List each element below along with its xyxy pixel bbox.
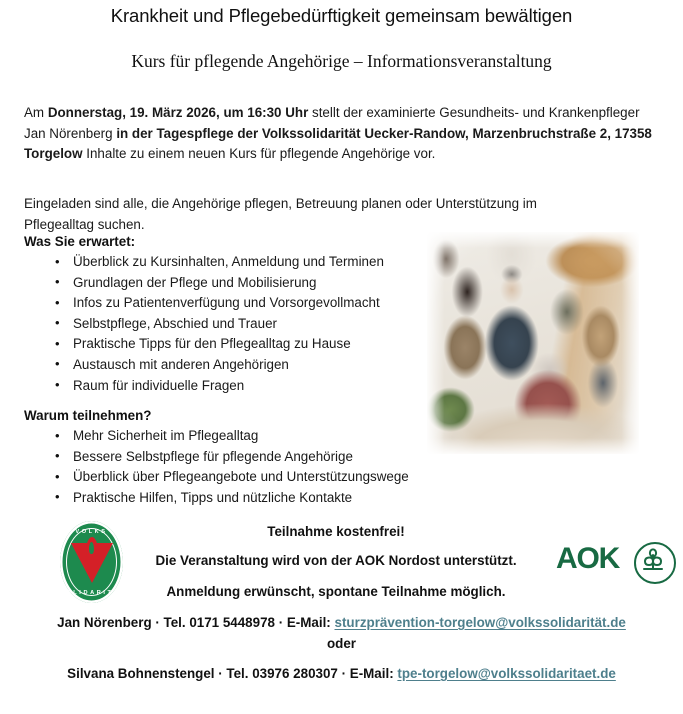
logo-flame-icon: [86, 537, 98, 560]
contact-1-email-label: E-Mail:: [286, 615, 331, 630]
separator: ·: [214, 666, 227, 681]
list-item: • Raum für individuelle Fragen: [55, 376, 384, 397]
page-title: Krankheit und Pflegebedürftigkeit gemeinsam bewältigen: [110, 5, 573, 26]
intro-date-bold: Donnerstag, 19. März 2026, um 16:30 Uhr: [47, 105, 309, 121]
invitation-paragraph: Eingeladen sind alle, die Angehörige pflegen, Betreuung planen oder Unterstützung im Pflegealltag suchen.: [24, 196, 537, 232]
list-item: • Infos zu Patientenverfügung und Vorsorgevollmacht: [55, 293, 384, 314]
contact-1-name: Jan Nörenberg: [57, 615, 152, 630]
list-item: • Überblick zu Kursinhalten, Anmeldung und Terminen: [55, 252, 384, 273]
note-registration: Anmeldung erwünscht, spontane Teilnahme möglich.: [166, 584, 506, 599]
contact-or-label: oder: [326, 636, 357, 651]
list-item: • Praktische Hilfen, Tipps und nützliche Kontakte: [55, 488, 409, 509]
contact-person-1: [0, 615, 683, 630]
contact-2-phone: Tel. 03976 280307: [226, 666, 338, 681]
contact-2-email-link[interactable]: tpe-torgelow@volkssolidaritaet.de: [397, 666, 616, 681]
aok-logo: [556, 540, 676, 582]
separator: ·: [151, 615, 164, 630]
contact-person-2: [0, 666, 683, 681]
contact-2-email-label: E-Mail:: [349, 666, 394, 681]
volkssolidaritaet-logo: [60, 521, 127, 603]
intro-paragraph: [24, 103, 656, 165]
contact-2-name: Silvana Bohnenstengel: [67, 666, 215, 681]
contact-1-email-link[interactable]: sturzprävention-torgelow@volkssolidarität.de: [334, 615, 626, 630]
page-subtitle: Kurs für pflegende Angehörige – Informationsveranstaltung: [131, 51, 552, 71]
list-item: • Praktische Tipps für den Pflegealltag zu Hause: [55, 334, 384, 355]
family-photo-image: [427, 232, 639, 454]
list-item: • Selbstpflege, Abschied und Trauer: [55, 314, 384, 335]
note-free: Teilnahme kostenfrei!: [267, 524, 405, 539]
list-item: • Bessere Selbstpflege für pflegende Angehörige: [55, 447, 409, 468]
expect-list: [55, 252, 384, 396]
separator: ·: [337, 666, 350, 681]
aok-tree-icon: [634, 542, 676, 584]
note-sponsor: Die Veranstaltung wird von der AOK Nordost unterstützt.: [155, 553, 517, 568]
list-item: • Mehr Sicherheit im Pflegealltag: [55, 426, 409, 447]
intro-address-bold: in der Tagespflege der Volkssolidarität Uecker-Randow, Marzenbruchstraße 2, 17358 Torgelow: [24, 125, 652, 162]
list-item: • Austausch mit anderen Angehörigen: [55, 355, 384, 376]
list-item: • Grundlagen der Pflege und Mobilisierung: [55, 273, 384, 294]
why-heading: Warum teilnehmen?: [24, 408, 152, 423]
family-photo: [427, 232, 639, 454]
intro-text-2: stellt der examinierte Gesundheits- und Krankenpfleger Jan Nörenberg: [24, 105, 640, 141]
intro-text-3: Inhalte zu einem neuen Kurs für pflegende Angehörige vor.: [82, 146, 436, 162]
aok-wordmark: AOK: [556, 542, 620, 575]
expect-heading: Was Sie erwartet:: [24, 234, 136, 249]
logo-word-top: VOLKS: [75, 528, 108, 535]
logo-word-bottom: SOLIDARITÄT: [60, 589, 127, 596]
separator: ·: [274, 615, 287, 630]
contact-1-phone: Tel. 0171 5448978: [163, 615, 275, 630]
intro-text-1: Am: [24, 105, 48, 121]
why-list: [55, 426, 409, 508]
list-item: • Überblick über Pflegeangebote und Unterstützungswege: [55, 467, 409, 488]
